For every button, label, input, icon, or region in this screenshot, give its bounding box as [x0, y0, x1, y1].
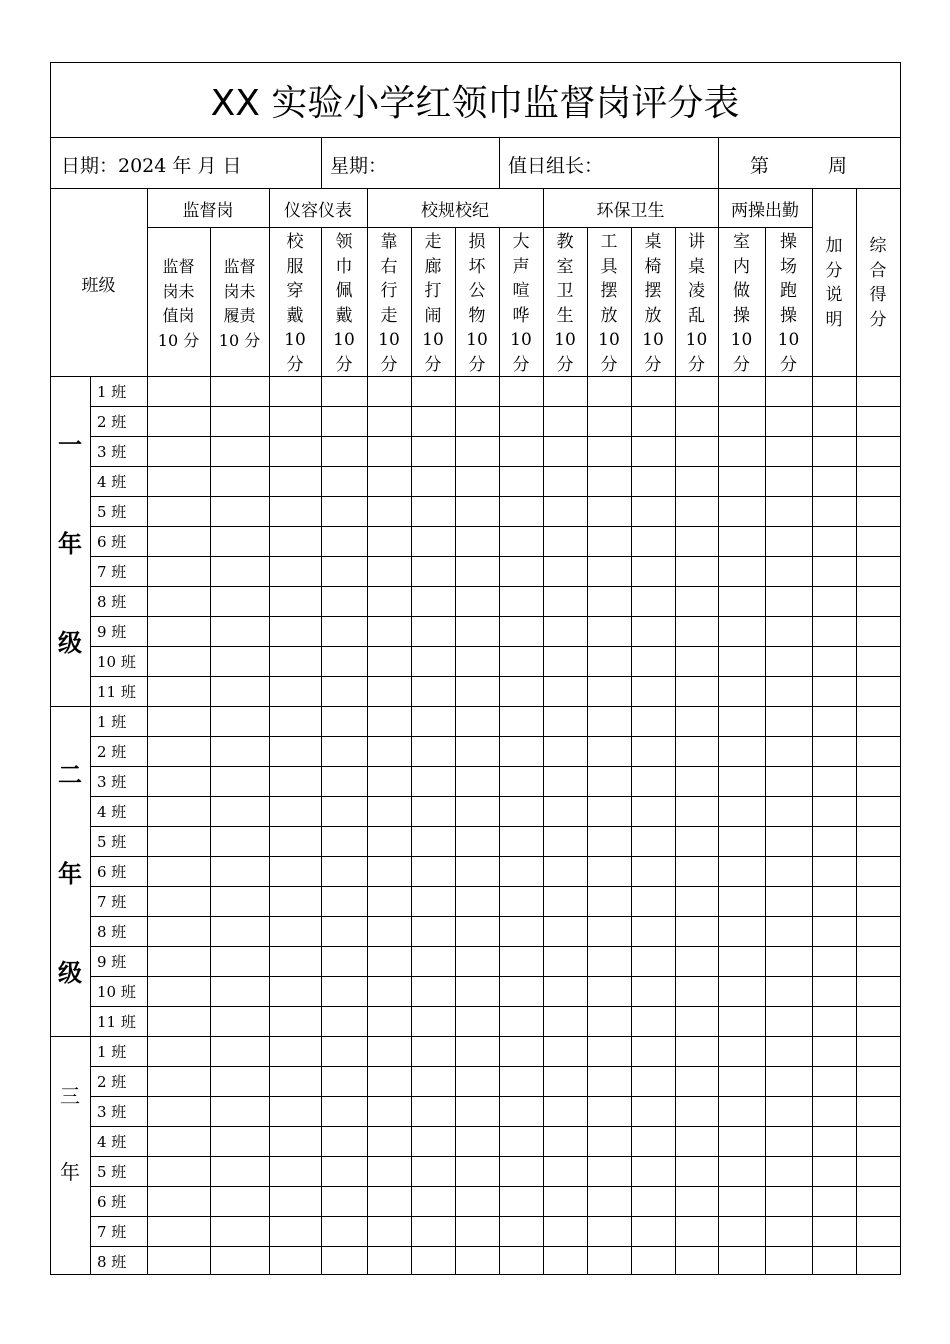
- title-divider: [50, 137, 901, 138]
- group-divider: [147, 227, 813, 228]
- class-row-label: 8 班: [97, 593, 127, 611]
- item-header: 讲 桌 凌 乱 10 分: [685, 232, 708, 375]
- grade-label: 级: [58, 958, 82, 987]
- item-header: 领 巾 佩 戴 10 分: [333, 232, 355, 375]
- grade-divider: [50, 706, 91, 707]
- item-header: 工 具 摆 放 10 分: [598, 232, 620, 375]
- item-header: 操 场 跑 操 10 分: [777, 232, 800, 375]
- row-divider: [90, 1156, 901, 1157]
- grid-line: [321, 227, 322, 1274]
- row-divider: [90, 946, 901, 947]
- row-divider: [90, 1246, 901, 1247]
- grade-label: 年: [58, 529, 82, 558]
- class-row-label: 4 班: [97, 1133, 127, 1151]
- row-divider: [90, 676, 901, 677]
- info-divider: [50, 188, 901, 189]
- class-row-label: 2 班: [97, 743, 127, 761]
- class-row-label: 10 班: [97, 653, 136, 671]
- row-divider: [90, 526, 901, 527]
- class-row-label: 7 班: [97, 1223, 127, 1241]
- class-row-label: 8 班: [97, 1253, 127, 1271]
- group-leader-field: 值日组长：: [508, 155, 604, 177]
- class-row-label: 1 班: [97, 713, 127, 731]
- row-divider: [90, 976, 901, 977]
- grade-label: 年: [60, 1159, 80, 1184]
- row-divider: [90, 796, 901, 797]
- weekday-field: 星期：: [330, 155, 388, 177]
- row-divider: [90, 1186, 901, 1187]
- group-hygiene: 环保卫生: [596, 201, 665, 221]
- row-divider: [90, 556, 901, 557]
- row-divider: [90, 1126, 901, 1127]
- grid-line: [587, 227, 588, 1274]
- info-divider: [321, 137, 322, 188]
- group-discipline: 校规校纪: [421, 201, 489, 221]
- class-row-label: 2 班: [97, 1073, 127, 1091]
- monitor-item-header: 监督 岗未 值岗 10 分: [157, 257, 200, 350]
- class-column-header: 班级: [81, 275, 116, 296]
- row-divider: [90, 646, 901, 647]
- row-divider: [90, 826, 901, 827]
- class-row-label: 3 班: [97, 773, 127, 791]
- row-divider: [90, 1096, 901, 1097]
- class-row-label: 5 班: [97, 503, 127, 521]
- bonus-header: 加 分 说 明: [825, 236, 843, 330]
- item-header: 大 声 喧 哗 10 分: [510, 232, 532, 375]
- row-divider: [90, 916, 901, 917]
- class-row-label: 4 班: [97, 803, 127, 821]
- item-header: 走 廊 打 闹 10 分: [422, 232, 444, 375]
- row-divider: [90, 1066, 901, 1067]
- item-header: 靠 右 行 走 10 分: [378, 232, 400, 375]
- total-score-header: 综 合 得 分: [869, 236, 887, 330]
- class-row-label: 9 班: [97, 623, 127, 641]
- row-divider: [90, 886, 901, 887]
- border-bottom: [50, 1274, 901, 1275]
- row-divider: [90, 496, 901, 497]
- border-top: [50, 62, 901, 63]
- row-divider: [90, 406, 901, 407]
- class-row-label: 3 班: [97, 1103, 127, 1121]
- grade-label: 一: [58, 430, 82, 459]
- week-label-suffix: 周: [828, 155, 848, 177]
- class-row-label: 2 班: [97, 413, 127, 431]
- grid-line: [675, 227, 676, 1274]
- grid-line: [210, 227, 211, 1274]
- sheet-title: XX 实验小学红领巾监督岗评分表: [210, 82, 740, 124]
- grid-line: [631, 227, 632, 1274]
- class-row-label: 6 班: [97, 1193, 127, 1211]
- row-divider: [90, 586, 901, 587]
- class-row-label: 3 班: [97, 443, 127, 461]
- grade-divider: [50, 1036, 91, 1037]
- row-divider: [90, 616, 901, 617]
- info-divider: [718, 137, 719, 188]
- row-divider: [90, 1006, 901, 1007]
- grid-line: [499, 227, 500, 1274]
- class-row-label: 8 班: [97, 923, 127, 941]
- class-row-label: 5 班: [97, 833, 127, 851]
- grade-label: 三: [60, 1083, 80, 1108]
- item-header: 桌 椅 摆 放 10 分: [642, 232, 664, 375]
- date-field: 日期：2024 年 月 日: [61, 155, 242, 177]
- grade-label: 年: [58, 859, 82, 888]
- row-divider: [90, 436, 901, 437]
- class-row-label: 10 班: [97, 983, 136, 1001]
- class-row-label: 7 班: [97, 893, 127, 911]
- row-divider: [90, 706, 901, 707]
- class-row-label: 4 班: [97, 473, 127, 491]
- group-monitor: 监督岗: [182, 201, 234, 221]
- class-row-label: 9 班: [97, 953, 127, 971]
- group-exercise: 两操出勤: [731, 201, 799, 221]
- class-row-label: 11 班: [97, 1013, 136, 1031]
- row-divider: [90, 736, 901, 737]
- group-appearance: 仪容仪表: [284, 201, 352, 221]
- item-header: 损 坏 公 物 10 分: [466, 232, 488, 375]
- info-divider: [499, 137, 500, 188]
- item-header: 教 室 卫 生 10 分: [554, 232, 576, 375]
- grid-line: [856, 188, 857, 1274]
- grid-line: [812, 188, 813, 1274]
- class-row-label: 1 班: [97, 383, 127, 401]
- class-row-label: 6 班: [97, 533, 127, 551]
- row-divider: [90, 856, 901, 857]
- grid-line: [455, 227, 456, 1274]
- grid-line: [411, 227, 412, 1274]
- grade-label: 级: [58, 628, 82, 657]
- week-label-prefix: 第: [750, 155, 770, 177]
- grid-line: [90, 376, 91, 1274]
- item-header: 校 服 穿 戴 10 分: [284, 232, 306, 375]
- grade-label: 二: [58, 760, 82, 789]
- row-divider: [90, 1216, 901, 1217]
- class-row-label: 1 班: [97, 1043, 127, 1061]
- row-divider: [90, 1036, 901, 1037]
- class-row-label: 5 班: [97, 1163, 127, 1181]
- monitor-item-header: 监督 岗未 履责 10 分: [218, 257, 261, 350]
- item-header: 室 内 做 操 10 分: [730, 232, 753, 375]
- row-divider: [90, 466, 901, 467]
- class-row-label: 7 班: [97, 563, 127, 581]
- class-row-label: 11 班: [97, 683, 136, 701]
- class-row-label: 6 班: [97, 863, 127, 881]
- border-right: [900, 62, 901, 1275]
- row-divider: [90, 766, 901, 767]
- grid-line: [765, 227, 766, 1274]
